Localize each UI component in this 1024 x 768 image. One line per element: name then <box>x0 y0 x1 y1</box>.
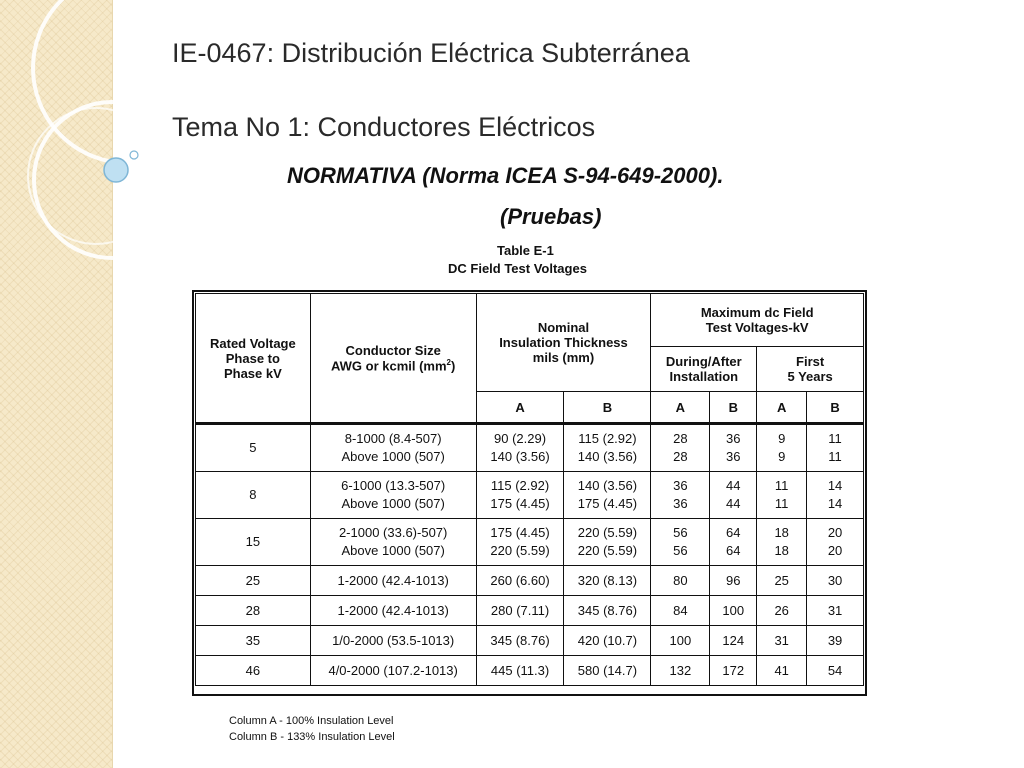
cell-size: 2-1000 (33.6)-507) Above 1000 (507) <box>310 519 476 566</box>
cell-five-a: 18 18 <box>757 519 807 566</box>
header-col-b: B <box>710 392 757 424</box>
header-col-a: A <box>757 392 807 424</box>
cell-ins-a: 280 (7.11) <box>476 596 564 626</box>
cell-kv: 28 <box>196 596 311 626</box>
cell-five-b: 11 11 <box>807 424 864 472</box>
cell-inst-a: 80 <box>651 566 710 596</box>
cell-ins-b: 345 (8.76) <box>564 596 651 626</box>
cell-ins-b: 580 (14.7) <box>564 656 651 686</box>
table-row <box>196 566 864 596</box>
header-conductor-size: Conductor Size AWG or kcmil $(mm^2)$ <box>310 294 476 424</box>
cell-kv: 5 <box>196 424 311 472</box>
cell-five-a: 31 <box>757 626 807 656</box>
cell-ins-a: 345 (8.76) <box>476 626 564 656</box>
cell-inst-a: 100 <box>651 626 710 656</box>
cell-size: 1/0-2000 (53.5-1013) <box>310 626 476 656</box>
cell-size: 8-1000 (8.4-507) Above 1000 (507) <box>310 424 476 472</box>
cell-size: 6-1000 (13.3-507) Above 1000 (507) <box>310 472 476 519</box>
cell-kv: 25 <box>196 566 311 596</box>
cell-inst-b: 100 <box>710 596 757 626</box>
cell-ins-a: 260 (6.60) <box>476 566 564 596</box>
cell-five-b: 30 <box>807 566 864 596</box>
table-row <box>196 424 864 472</box>
cell-inst-a: 132 <box>651 656 710 686</box>
header-nominal-insulation: Nominal Insulation Thickness mils (mm) <box>476 294 651 392</box>
cell-inst-b: 64 64 <box>710 519 757 566</box>
cell-ins-a: 90 (2.29) 140 (3.56) <box>476 424 564 472</box>
header-col-b: B <box>807 392 864 424</box>
table-caption-number: Table E-1 <box>497 243 554 258</box>
cell-five-b: 39 <box>807 626 864 656</box>
cell-ins-b: 420 (10.7) <box>564 626 651 656</box>
cell-ins-a: 115 (2.92) 175 (4.45) <box>476 472 564 519</box>
cell-ins-b: 140 (3.56) 175 (4.45) <box>564 472 651 519</box>
cell-kv: 8 <box>196 472 311 519</box>
cell-ins-a: 175 (4.45) 220 (5.59) <box>476 519 564 566</box>
cell-inst-a: 28 28 <box>651 424 710 472</box>
cell-five-a: 41 <box>757 656 807 686</box>
header-col-a: A <box>651 392 710 424</box>
tests-heading: (Pruebas) <box>500 204 602 229</box>
cell-inst-b: 96 <box>710 566 757 596</box>
cell-ins-b: 115 (2.92) 140 (3.56) <box>564 424 651 472</box>
cell-five-a: 11 11 <box>757 472 807 519</box>
table-row <box>196 472 864 519</box>
table-caption-title: DC Field Test Voltages <box>448 261 587 276</box>
cell-five-a: 26 <box>757 596 807 626</box>
cell-inst-b: 124 <box>710 626 757 656</box>
cell-kv: 15 <box>196 519 311 566</box>
cell-inst-b: 36 36 <box>710 424 757 472</box>
header-col-b: B <box>564 392 651 424</box>
cell-inst-b: 44 44 <box>710 472 757 519</box>
cell-ins-a: 445 (11.3) <box>476 656 564 686</box>
note-column-a: Column A - 100% Insulation Level <box>229 715 394 727</box>
cell-five-b: 14 14 <box>807 472 864 519</box>
table-row <box>196 596 864 626</box>
slide-topic: Tema No 1: Conductores Eléctricos <box>172 112 596 142</box>
table-row <box>196 656 864 686</box>
cell-inst-a: 36 36 <box>651 472 710 519</box>
header-max-dc-voltage: Maximum dc Field Test Voltages-kV <box>651 294 864 347</box>
cell-kv: 35 <box>196 626 311 656</box>
cell-inst-a: 56 56 <box>651 519 710 566</box>
cell-ins-b: 220 (5.59) 220 (5.59) <box>564 519 651 566</box>
header-during-after-installation: During/After Installation <box>651 347 757 392</box>
table-row <box>196 626 864 656</box>
header-first-5-years: First 5 Years <box>757 347 864 392</box>
cell-size: 1-2000 (42.4-1013) <box>310 566 476 596</box>
slide-title: IE-0467: Distribución Eléctrica Subterránea <box>172 38 690 68</box>
header-rated-voltage: Rated Voltage Phase to Phase kV <box>196 294 311 424</box>
standard-heading: NORMATIVA (Norma ICEA S-94-649-2000). <box>287 163 724 188</box>
small-bubble-icon <box>130 151 138 159</box>
bubble-icon <box>104 158 128 182</box>
header-col-a: A <box>476 392 564 424</box>
cell-five-b: 31 <box>807 596 864 626</box>
cell-five-a: 9 9 <box>757 424 807 472</box>
cell-five-b: 20 20 <box>807 519 864 566</box>
cell-five-a: 25 <box>757 566 807 596</box>
cell-inst-a: 84 <box>651 596 710 626</box>
cell-inst-b: 172 <box>710 656 757 686</box>
cell-kv: 46 <box>196 656 311 686</box>
note-column-b: Column B - 133% Insulation Level <box>229 731 395 743</box>
table-row <box>196 519 864 566</box>
cell-size: 1-2000 (42.4-1013) <box>310 596 476 626</box>
dc-field-test-voltage-table <box>195 293 864 686</box>
cell-ins-b: 320 (8.13) <box>564 566 651 596</box>
cell-five-b: 54 <box>807 656 864 686</box>
decorative-rings <box>0 0 150 260</box>
cell-size: 4/0-2000 (107.2-1013) <box>310 656 476 686</box>
